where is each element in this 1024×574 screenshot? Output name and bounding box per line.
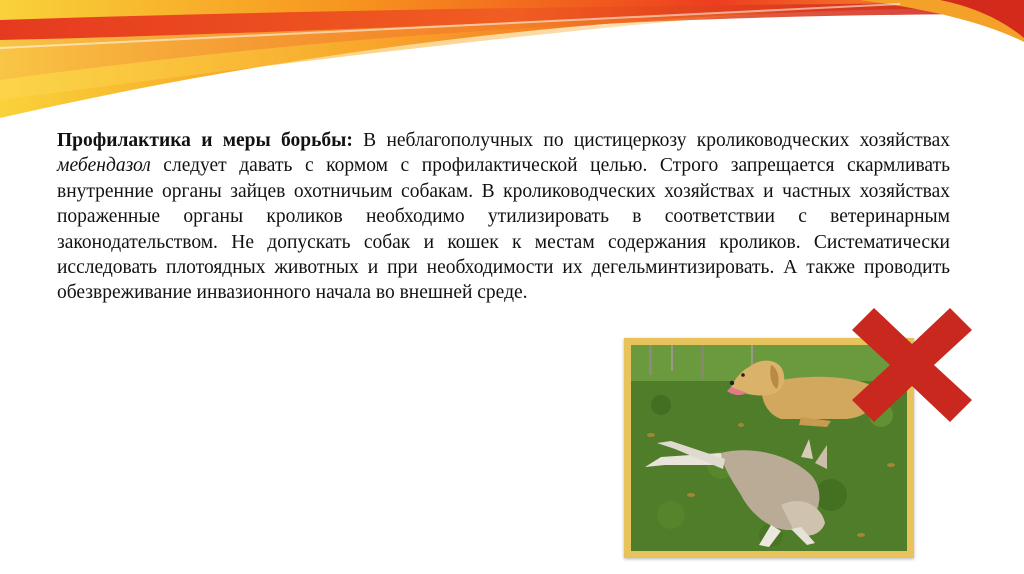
drug-name: мебендазол — [57, 155, 151, 177]
red-x-cross-icon — [852, 308, 972, 422]
decorative-swoosh — [0, 0, 1024, 130]
body-text — [57, 128, 950, 306]
text-part-1: В неблагополучных по цистицеркозу кролиководческих хозяйствах — [352, 130, 950, 151]
heading-label: Профилактика и меры борьбы: — [57, 130, 353, 151]
text-part-2: следует давать с кормом с профилактической целью. Строго запрещается скармливать внутренние органы зайцев охотничьим собакам. В кролиководческих хозяйствах и частных хозяйствах пораженные органы кроликов необходимо утилизировать в соответствии с ветеринарным законодательством. Не допускать собак и кошек к местам содержания кроликов. Систематически исследовать плотоядных животных и при необходимости их дегельминтизировать. А также проводить обезвреживание инвазионного начала во внешней среде. — [57, 155, 950, 304]
